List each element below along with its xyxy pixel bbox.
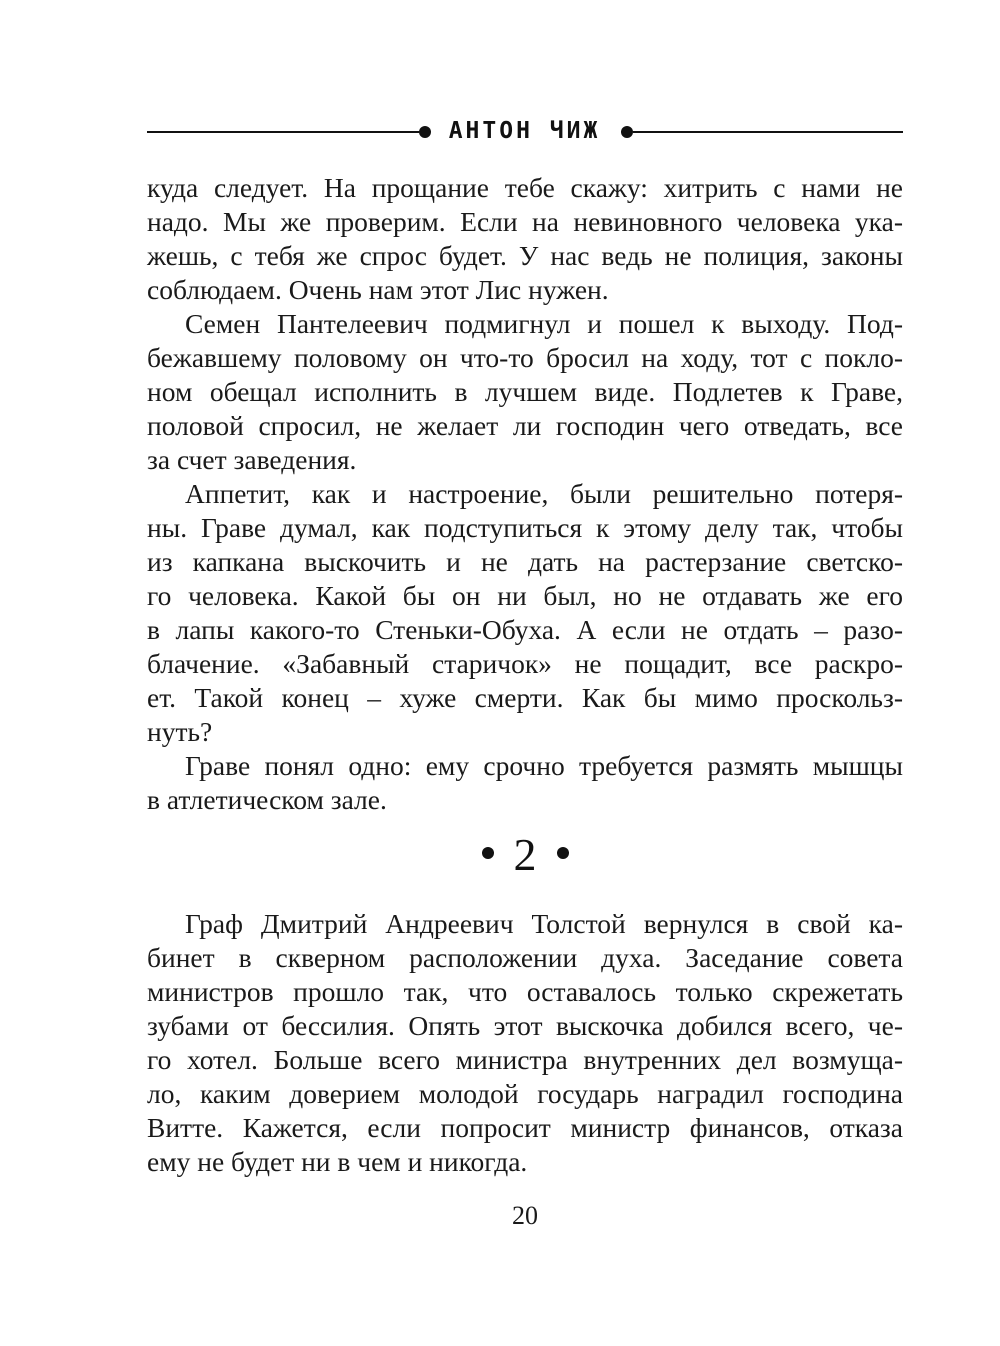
chapter-bullet-left [482, 847, 494, 859]
text-line: бежавшему половому он что-то бросил на ходу, тот с покло- [147, 342, 903, 373]
text-line: ло, каким доверием молодой государь наградил господина [147, 1078, 903, 1109]
text-line: блачение. «Забавный старичок» не пощадит, все раскро- [147, 648, 903, 679]
chapter-bullet-right [557, 847, 569, 859]
paragraph [147, 907, 903, 1179]
text-line: го хотел. Больше всего министра внутренних дел возмуща- [147, 1044, 903, 1075]
paragraph [147, 171, 903, 307]
text-line: соблюдаем. Очень нам этот Лис нужен. [147, 274, 609, 305]
text-line: ны. Граве думал, как подступиться к этому делу так, чтобы [147, 512, 903, 543]
text-line: нуть? [147, 716, 213, 747]
text-line: Граве понял одно: ему срочно требуется размять мышцы [185, 750, 903, 781]
text-line: Семен Пантелеевич подмигнул и пошел к выходу. Под- [185, 308, 903, 339]
text-line: половой спросил, не желает ли господин чего отведать, все [147, 410, 903, 441]
text-line: Витте. Кажется, если попросит министр финансов, отказа [147, 1112, 903, 1143]
chapter-heading [147, 828, 903, 882]
paragraph [147, 307, 903, 477]
running-header [147, 116, 903, 148]
text-line: Аппетит, как и настроение, были решительно потеря- [185, 478, 903, 509]
body-text-bottom [147, 907, 903, 1179]
paragraph [147, 477, 903, 749]
body-text-top [147, 171, 903, 817]
text-line: надо. Мы же проверим. Если на невиновного человека ука- [147, 206, 903, 237]
text-line: жешь, с тебя же спрос будет. У нас ведь не полиция, законы [147, 240, 903, 271]
text-line: зубами от бессилия. Опять этот выскочка добился всего, че- [147, 1010, 903, 1041]
text-line: в лапы какого-то Стеньки-Обуха. А если не отдать – разо- [147, 614, 903, 645]
header-rule-left [147, 131, 419, 133]
text-line: куда следует. На прощание тебе скажу: хитрить с нами не [147, 172, 903, 203]
header-bullet-right [621, 126, 633, 138]
chapter-number: 2 [513, 829, 537, 880]
text-line: из капкана выскочить и не дать на растерзание светско- [147, 546, 903, 577]
text-line: ему не будет ни в чем и никогда. [147, 1146, 528, 1177]
text-line: министров прошло так, что оставалось только скрежетать [147, 976, 903, 1007]
header-bullet-left [419, 126, 431, 138]
paragraph [147, 749, 903, 817]
page-number: 20 [512, 1201, 538, 1230]
text-line: за счет заведения. [147, 444, 357, 475]
text-line: бинет в скверном расположении духа. Заседание совета [147, 942, 903, 973]
text-line: го человека. Какой бы он ни был, но не отдавать же его [147, 580, 903, 611]
text-line: в атлетическом зале. [147, 784, 387, 815]
header-author: АНТОН ЧИЖ [448, 118, 601, 144]
text-line: ном обещал исполнить в лучшем виде. Подлетев к Граве, [147, 376, 903, 407]
text-line: ет. Такой конец – хуже смерти. Как бы мимо проскольз- [147, 682, 903, 713]
text-line: Граф Дмитрий Андреевич Толстой вернулся в свой ка- [185, 908, 903, 939]
header-rule-right [633, 131, 903, 133]
